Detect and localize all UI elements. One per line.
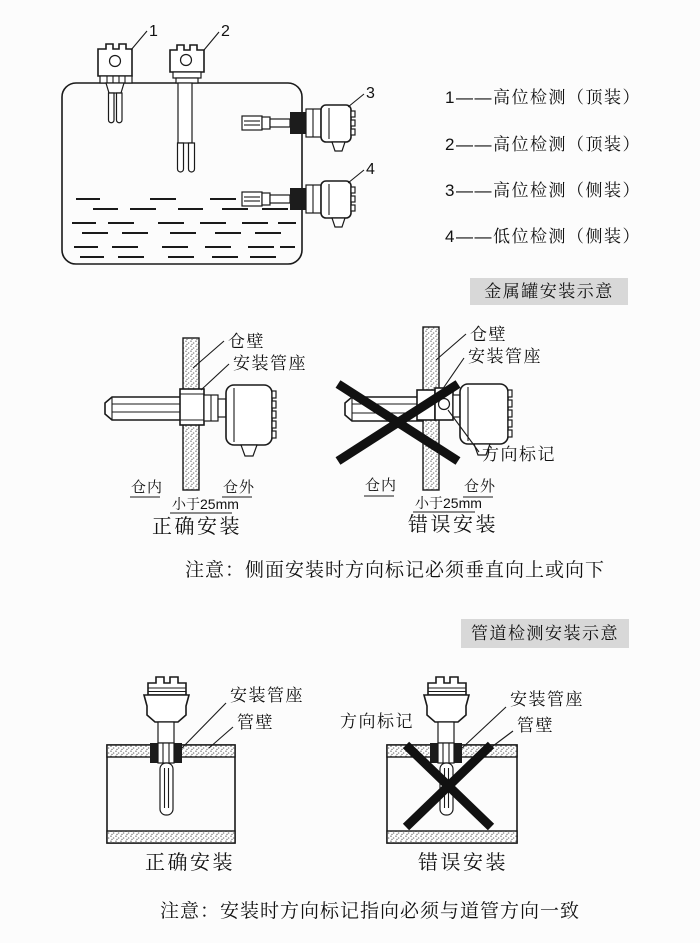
x-mark [338, 384, 458, 461]
pipe-mount-note: 注意：安装时方向标记指向必须与道管方向一致 [160, 901, 581, 922]
leader-seat [461, 707, 506, 749]
pipe-wall-bottom [387, 831, 517, 843]
label-inside-bin: 仓内 [131, 479, 164, 496]
leader-wall [436, 334, 466, 360]
label-bin-wall: 仓壁 [228, 332, 265, 351]
sensor-3-side-mount [242, 105, 355, 151]
legend-item-3: 3——高位检测（侧装） [445, 181, 641, 200]
caption-wrong: 错误安装 [418, 852, 508, 874]
metal-tank-diagram [62, 23, 641, 305]
callout-1: 1 [149, 23, 158, 40]
callout-4: 4 [366, 161, 375, 178]
label-direction-mark: 方向标记 [482, 445, 556, 464]
caption-correct: 正确安装 [152, 516, 242, 538]
label-direction-mark: 方向标记 [340, 712, 414, 731]
liquid-level-dashes [72, 199, 296, 257]
leader-seat [201, 364, 229, 390]
label-bin-wall: 仓壁 [470, 325, 507, 344]
label-mount-seat: 安装管座 [233, 354, 307, 373]
label-pipe-wall: 管壁 [517, 716, 554, 735]
label-pipe-wall: 管壁 [237, 713, 274, 732]
mount-seat [180, 389, 226, 425]
legend-item-1: 1——高位检测（顶装） [445, 88, 641, 107]
pipe-wall-bottom [107, 831, 235, 843]
fork-probe [105, 397, 183, 420]
tank-legend [445, 88, 641, 246]
section-title-pipe: 管道检测安装示意 [471, 624, 619, 643]
callout-line-3 [348, 94, 364, 107]
callout-line-2 [204, 32, 219, 50]
legend-item-4: 4——低位检测（侧装） [445, 227, 641, 246]
label-inside-bin: 仓内 [365, 477, 398, 494]
sensor-housing [226, 385, 276, 456]
label-mount-seat: 安装管座 [230, 686, 304, 705]
label-gap: 小于25mm [415, 495, 482, 511]
callout-line-1 [131, 31, 147, 50]
caption-wrong: 错误安装 [408, 514, 498, 536]
section-title-metal-tank: 金属罐安装示意 [484, 282, 614, 301]
caption-correct: 正确安装 [145, 852, 235, 874]
label-outside-bin: 仓外 [464, 478, 497, 495]
pipe-mount-wrong-diagram [340, 677, 584, 874]
sensor-2-top-long-fork [170, 45, 204, 172]
pipe-mount-correct-diagram [107, 677, 304, 874]
leader-seat [181, 703, 226, 749]
label-mount-seat: 安装管座 [510, 690, 584, 709]
side-mount-note: 注意：侧面安装时方向标记必须垂直向上或向下 [185, 560, 606, 581]
label-mount-seat: 安装管座 [468, 347, 542, 366]
callout-2: 2 [221, 23, 230, 40]
label-outside-bin: 仓外 [223, 479, 256, 496]
label-gap: 小于25mm [172, 496, 239, 512]
callout-line-4 [348, 170, 364, 183]
sensor-1-top-short-fork [98, 44, 132, 123]
side-mount-wrong-diagram [338, 325, 556, 536]
callout-3: 3 [366, 85, 375, 102]
side-mount-correct-diagram [105, 332, 307, 538]
sensor-4-side-mount [242, 181, 355, 227]
legend-item-2: 2——高位检测（顶装） [445, 135, 641, 154]
